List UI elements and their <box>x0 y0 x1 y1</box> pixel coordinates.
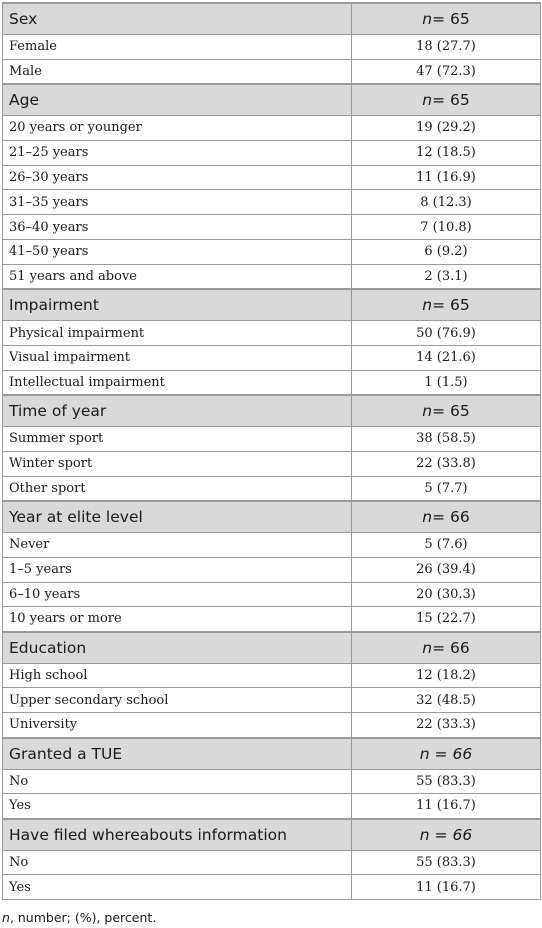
row-label: 31–35 years <box>3 190 352 215</box>
table-row <box>3 215 541 240</box>
row-value: 11 (16.7) <box>352 794 541 819</box>
table-row <box>3 794 541 819</box>
table-row <box>3 165 541 190</box>
row-label: Visual impairment <box>3 345 352 370</box>
section-header-age <box>3 84 541 116</box>
table-row <box>3 370 541 395</box>
row-value: 20 (30.3) <box>352 582 541 607</box>
table-row <box>3 663 541 688</box>
row-label: High school <box>3 663 352 688</box>
section-heading: Have filed whereabouts information <box>3 819 352 851</box>
section-header-granted-a-tue <box>3 738 541 770</box>
table-row <box>3 427 541 452</box>
row-value: 7 (10.8) <box>352 215 541 240</box>
table-row <box>3 140 541 165</box>
section-sample-size <box>352 738 541 770</box>
section-heading: Time of year <box>3 395 352 427</box>
section-heading: Year at elite level <box>3 501 352 533</box>
row-label: 41–50 years <box>3 240 352 265</box>
table-row <box>3 476 541 501</box>
table-row <box>3 875 541 900</box>
row-value: 50 (76.9) <box>352 321 541 346</box>
row-value: 1 (1.5) <box>352 370 541 395</box>
row-label: No <box>3 769 352 794</box>
row-label: Male <box>3 59 352 84</box>
footnote-text: , number; (%), percent. <box>9 910 157 925</box>
table-row <box>3 688 541 713</box>
section-heading: Impairment <box>3 289 352 321</box>
section-heading: Education <box>3 632 352 664</box>
row-value: 55 (83.3) <box>352 769 541 794</box>
table-row <box>3 345 541 370</box>
section-sample-size <box>352 3 541 35</box>
row-value: 14 (21.6) <box>352 345 541 370</box>
row-value: 38 (58.5) <box>352 427 541 452</box>
table-row <box>3 264 541 289</box>
sample-size-n-symbol: n <box>422 638 433 657</box>
table-row <box>3 713 541 738</box>
sample-size-value: = 65 <box>432 91 470 110</box>
table-row <box>3 607 541 632</box>
section-sample-size <box>352 632 541 664</box>
row-label: Physical impairment <box>3 321 352 346</box>
row-value: 12 (18.5) <box>352 140 541 165</box>
row-label: 20 years or younger <box>3 116 352 141</box>
row-value: 19 (29.2) <box>352 116 541 141</box>
row-label: No <box>3 850 352 875</box>
table-row <box>3 59 541 84</box>
row-value: 5 (7.7) <box>352 476 541 501</box>
table-footnote <box>2 910 156 925</box>
sample-size-value: = 65 <box>432 10 470 28</box>
demographics-table-wrapper <box>2 2 540 900</box>
sample-size-n-symbol: n <box>422 402 433 421</box>
row-label: 26–30 years <box>3 165 352 190</box>
row-value: 26 (39.4) <box>352 557 541 582</box>
sample-size-n-symbol: n <box>422 296 433 315</box>
row-label: 10 years or more <box>3 607 352 632</box>
row-label: Female <box>3 35 352 60</box>
row-value: 18 (27.7) <box>352 35 541 60</box>
section-sample-size <box>352 819 541 851</box>
section-heading: Sex <box>3 3 352 35</box>
section-header-time-of-year <box>3 395 541 427</box>
table-row <box>3 582 541 607</box>
sample-size-n-symbol: n = 66 <box>419 825 473 844</box>
row-value: 15 (22.7) <box>352 607 541 632</box>
row-value: 11 (16.9) <box>352 165 541 190</box>
footnote-n-symbol: n <box>2 910 10 925</box>
table-row <box>3 557 541 582</box>
sample-size-value: = 65 <box>432 296 470 315</box>
row-value: 22 (33.8) <box>352 451 541 476</box>
table-row <box>3 321 541 346</box>
sample-size-n-symbol: n <box>422 507 433 526</box>
row-label: 6–10 years <box>3 582 352 607</box>
section-header-impairment <box>3 289 541 321</box>
row-value: 12 (18.2) <box>352 663 541 688</box>
sample-size-value: = 66 <box>432 507 470 526</box>
row-value: 47 (72.3) <box>352 59 541 84</box>
row-label: Intellectual impairment <box>3 370 352 395</box>
section-sample-size <box>352 395 541 427</box>
demographics-table <box>2 2 541 900</box>
section-sample-size <box>352 289 541 321</box>
row-label: 21–25 years <box>3 140 352 165</box>
sample-size-n-symbol: n = 66 <box>419 744 473 763</box>
section-sample-size <box>352 84 541 116</box>
sample-size-n-symbol: n <box>422 10 433 28</box>
row-value: 2 (3.1) <box>352 264 541 289</box>
row-value: 55 (83.3) <box>352 850 541 875</box>
section-header-have-filed-whereabouts-information <box>3 819 541 851</box>
row-value: 8 (12.3) <box>352 190 541 215</box>
row-value: 32 (48.5) <box>352 688 541 713</box>
table-row <box>3 116 541 141</box>
sample-size-value: = 66 <box>432 638 470 657</box>
table-row <box>3 769 541 794</box>
table-row <box>3 190 541 215</box>
sample-size-value: = 65 <box>432 402 470 421</box>
section-header-sex <box>3 3 541 35</box>
section-sample-size <box>352 501 541 533</box>
row-label: Never <box>3 532 352 557</box>
row-value: 5 (7.6) <box>352 532 541 557</box>
table-row <box>3 240 541 265</box>
row-label: 51 years and above <box>3 264 352 289</box>
row-value: 6 (9.2) <box>352 240 541 265</box>
table-row <box>3 451 541 476</box>
row-label: Yes <box>3 794 352 819</box>
section-heading: Granted a TUE <box>3 738 352 770</box>
row-label: Upper secondary school <box>3 688 352 713</box>
table-row <box>3 35 541 60</box>
section-heading: Age <box>3 84 352 116</box>
row-label: Yes <box>3 875 352 900</box>
sample-size-n-symbol: n <box>422 91 433 110</box>
row-value: 22 (33.3) <box>352 713 541 738</box>
table-row <box>3 532 541 557</box>
table-row <box>3 850 541 875</box>
row-label: University <box>3 713 352 738</box>
row-label: Summer sport <box>3 427 352 452</box>
section-header-education <box>3 632 541 664</box>
section-header-year-at-elite-level <box>3 501 541 533</box>
row-label: 36–40 years <box>3 215 352 240</box>
row-label: 1–5 years <box>3 557 352 582</box>
row-value: 11 (16.7) <box>352 875 541 900</box>
row-label: Winter sport <box>3 451 352 476</box>
row-label: Other sport <box>3 476 352 501</box>
